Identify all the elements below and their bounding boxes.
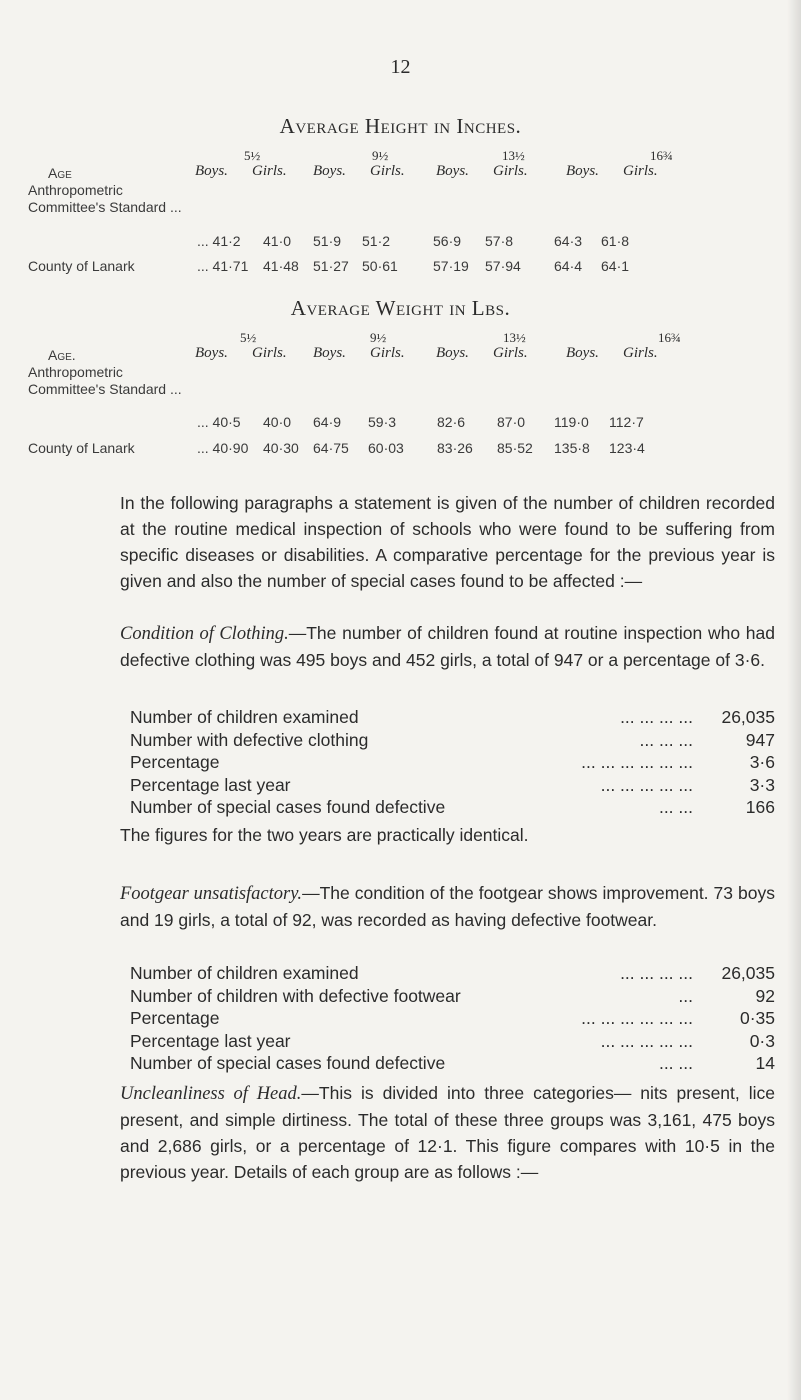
stat-label: Number of special cases found defective bbox=[130, 1053, 446, 1073]
stat-label: Number of children with defective footwear bbox=[130, 985, 461, 1006]
table-cell: 40·30 bbox=[263, 440, 299, 456]
col-header-girls: Girls. bbox=[252, 163, 287, 179]
table-cell: 51·9 bbox=[313, 233, 342, 249]
clothing-stats bbox=[130, 706, 775, 819]
col-header-girls: Girls. bbox=[370, 345, 405, 361]
page-edge-shadow bbox=[787, 0, 801, 1400]
head-paragraph bbox=[120, 1080, 775, 1185]
col-header-boys: Boys. bbox=[436, 163, 469, 179]
stat-value: 92 bbox=[755, 985, 775, 1006]
col-header-boys: Boys. bbox=[313, 163, 346, 179]
clothing-paragraph bbox=[120, 620, 775, 673]
age-header: 5½ bbox=[244, 148, 261, 163]
clothing-heading: Condition of Clothing. bbox=[120, 624, 289, 644]
col-header-boys: Boys. bbox=[436, 345, 469, 361]
table-cell: 57·8 bbox=[485, 233, 514, 249]
col-header-girls: Girls. bbox=[623, 163, 658, 179]
stat-label: Percentage last year bbox=[130, 1030, 291, 1051]
stat-row bbox=[130, 706, 775, 729]
stat-row bbox=[130, 751, 775, 774]
age-header: 16¾ bbox=[650, 148, 673, 163]
table-cell: 61·8 bbox=[601, 233, 630, 249]
table-cell: 64·75 bbox=[313, 440, 349, 456]
table-cell: 64·3 bbox=[554, 233, 583, 249]
table-cell: 82·6 bbox=[437, 414, 466, 430]
intro-paragraph: In the following paragraphs a statement is given of the number of children recorded at the routine medical inspection of schools who were found to be suffering from specific diseases or disabilities. A comparative percentage for the previous year is given and also the number of special cases found to be affected :— bbox=[120, 493, 775, 591]
row-label-lanark: County of Lanark bbox=[28, 440, 135, 456]
stat-value: 26,035 bbox=[721, 707, 775, 727]
stat-value: 0·35 bbox=[739, 1008, 775, 1028]
col-header-boys: Boys. bbox=[566, 163, 599, 179]
stat-value: 947 bbox=[745, 729, 775, 750]
table-cell: 56·9 bbox=[433, 233, 462, 249]
stat-label: Number of children examined bbox=[130, 707, 359, 727]
stat-value: 166 bbox=[745, 797, 775, 817]
stat-label: Number of children examined bbox=[130, 963, 359, 983]
stat-row bbox=[130, 1030, 775, 1053]
col-header-girls: Girls. bbox=[370, 163, 405, 179]
leader-dots: ... ... ... ... bbox=[620, 707, 693, 727]
col-header-girls: Girls. bbox=[623, 345, 658, 361]
age-label: Age. bbox=[48, 347, 76, 363]
stat-label: Number with defective clothing bbox=[130, 729, 369, 750]
stat-row bbox=[130, 774, 775, 797]
col-header-girls: Girls. bbox=[493, 345, 528, 361]
table-cell: 41·48 bbox=[263, 258, 299, 274]
head-text: —This is divided into three categories— nits present, lice present, and simple dirtiness. The total of these three groups was 3,161, 475 boys and 2,686 girls, or a percentage of 12·1. This figure compares with 10·5 in the previous year. Details of each group are as follows :— bbox=[120, 1083, 776, 1182]
age-label: Age bbox=[48, 165, 72, 181]
row-label-standard: Anthropometric Committee's Standard ... bbox=[28, 364, 182, 397]
col-header-boys: Boys. bbox=[195, 163, 228, 179]
table-cell: 85·52 bbox=[497, 440, 533, 456]
leader-dots: ... ... ... bbox=[639, 729, 693, 750]
stat-label: Number of special cases found defective bbox=[130, 797, 446, 817]
col-header-girls: Girls. bbox=[252, 345, 287, 361]
stat-row bbox=[130, 1052, 775, 1075]
table-cell: 60·03 bbox=[368, 440, 404, 456]
leader-dots: ... bbox=[678, 985, 693, 1006]
table-cell: 50·61 bbox=[362, 258, 398, 274]
stat-row bbox=[130, 796, 775, 819]
age-header: 13½ bbox=[502, 148, 525, 163]
leader-dots: ... ... bbox=[658, 797, 693, 817]
table-cell: ... 40·90 bbox=[197, 440, 249, 456]
table-cell: 135·8 bbox=[554, 440, 590, 456]
table-cell: 57·94 bbox=[485, 258, 521, 274]
row-label-lanark: County of Lanark bbox=[28, 258, 135, 274]
leader-dots: ... ... ... ... ... bbox=[600, 1030, 693, 1051]
table-cell: 64·4 bbox=[554, 258, 583, 274]
age-header: 9½ bbox=[372, 148, 389, 163]
stat-label: Percentage bbox=[130, 752, 220, 772]
table-cell: ... 41·2 bbox=[197, 233, 241, 249]
age-header: 13½ bbox=[503, 330, 526, 345]
weight-table-title: Average Weight in Lbs. bbox=[290, 296, 511, 320]
table-cell: 64·1 bbox=[601, 258, 630, 274]
table-cell: 123·4 bbox=[609, 440, 645, 456]
stat-label: Percentage bbox=[130, 1008, 220, 1028]
table-cell: 119·0 bbox=[554, 414, 589, 430]
leader-dots: ... ... bbox=[658, 1053, 693, 1073]
stat-value: 26,035 bbox=[721, 963, 775, 983]
table-cell: 51·2 bbox=[362, 233, 391, 249]
page-number: 12 bbox=[390, 56, 411, 78]
table-cell: 87·0 bbox=[497, 414, 526, 430]
table-cell: ... 41·71 bbox=[197, 258, 249, 274]
table-cell: 40·0 bbox=[263, 414, 292, 430]
col-header-boys: Boys. bbox=[195, 345, 228, 361]
leader-dots: ... ... ... ... bbox=[620, 963, 693, 983]
stat-row bbox=[130, 729, 775, 752]
footgear-stats bbox=[130, 962, 775, 1075]
stat-value: 3·6 bbox=[749, 752, 775, 772]
age-header: 5½ bbox=[240, 330, 257, 345]
footgear-heading: Footgear unsatisfactory. bbox=[120, 884, 303, 904]
leader-dots: ... ... ... ... ... ... bbox=[581, 1008, 693, 1028]
table-cell: 83·26 bbox=[437, 440, 473, 456]
table-cell: 112·7 bbox=[609, 414, 644, 430]
stat-row bbox=[130, 1007, 775, 1030]
head-heading: Uncleanliness of Head. bbox=[120, 1084, 302, 1104]
table-cell: 41·0 bbox=[263, 233, 292, 249]
stat-row bbox=[130, 985, 775, 1008]
row-label-standard: Anthropometric Committee's Standard ... bbox=[28, 182, 182, 215]
table-cell: 59·3 bbox=[368, 414, 397, 430]
footgear-text: —The condition of the footgear shows improvement. 73 boys and 19 girls, a total of 92, was recorded as having defective footwear. bbox=[120, 883, 775, 930]
height-table-title: Average Height in Inches. bbox=[279, 114, 522, 138]
footgear-paragraph bbox=[120, 880, 775, 933]
stat-row bbox=[130, 962, 775, 985]
clothing-closing: The figures for the two years are practically identical. bbox=[120, 825, 529, 845]
col-header-girls: Girls. bbox=[493, 163, 528, 179]
table-cell: 51·27 bbox=[313, 258, 349, 274]
clothing-text: —The number of children found at routine inspection who had defective clothing was 495 boys and 452 girls, a total of 947 or a percentage of 3·6. bbox=[120, 623, 775, 670]
stat-label: Percentage last year bbox=[130, 774, 291, 795]
stat-value: 14 bbox=[755, 1053, 775, 1073]
col-header-boys: Boys. bbox=[313, 345, 346, 361]
table-cell: 57·19 bbox=[433, 258, 469, 274]
age-header: 9½ bbox=[370, 330, 387, 345]
stat-value: 0·3 bbox=[749, 1030, 775, 1051]
leader-dots: ... ... ... ... ... ... bbox=[581, 752, 693, 772]
table-cell: 64·9 bbox=[313, 414, 342, 430]
col-header-boys: Boys. bbox=[566, 345, 599, 361]
leader-dots: ... ... ... ... ... bbox=[600, 774, 693, 795]
age-header: 16¾ bbox=[658, 330, 681, 345]
table-cell: ... 40·5 bbox=[197, 414, 241, 430]
stat-value: 3·3 bbox=[749, 774, 775, 795]
